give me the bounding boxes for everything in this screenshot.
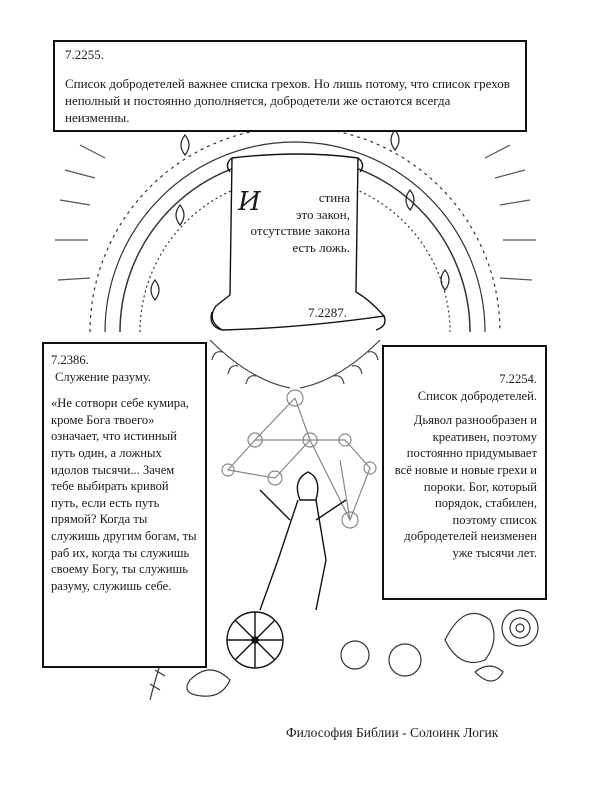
quote-text: Дьявол разнообразен и креативен, поэтому постоянно придумывает всё новые и новые грехи и пороки. Бог, который порядок, стабилен, поэтому список добродетелей неизменен уже тысячи лет.: [394, 413, 537, 560]
devil-figure: [227, 472, 346, 668]
scroll-line: это закон,: [295, 206, 350, 222]
creatures: [150, 610, 538, 700]
quote-number: 7.2255.: [65, 47, 104, 62]
footer-credit: Философия Библии - Солоинк Логик: [286, 725, 499, 740]
quote-text: «Не сотвори себе кумира, кроме Бога твоего» означает, что истинный путь один, а ложных идолов тысячи... Зачем тебе выбирать кривой путь, если есть путь прямой? Когда ты служишь другим богам, ты раб их, когда ты служишь своему Богу, ты служишь разуму, служишь себе.: [51, 396, 197, 593]
scroll-line: отсутствие закона: [250, 223, 350, 238]
quote-box-right: [382, 345, 547, 600]
quote-box-left: [42, 342, 207, 668]
quote-number: 7.2386.: [51, 353, 89, 367]
scroll-line: стина: [318, 190, 350, 205]
quote-heading: Служение разуму.: [55, 369, 152, 384]
quote-text: Список добродетелей важнее списка грехов. Но лишь потому, что список грехов неполный и постоянно дополняется, добродетели же остаются всегда неизменны.: [65, 76, 510, 125]
quote-box-top: [53, 40, 527, 132]
laurel-wreath: [210, 340, 380, 388]
scroll-number: 7.2287.: [308, 305, 347, 320]
quote-heading: Список добродетелей.: [417, 388, 537, 403]
quote-number: 7.2254.: [499, 372, 537, 386]
scroll-quote: [238, 187, 350, 256]
constellation: [222, 390, 376, 528]
drop-cap: И: [238, 187, 261, 217]
scroll-line: есть ложь.: [292, 239, 350, 255]
